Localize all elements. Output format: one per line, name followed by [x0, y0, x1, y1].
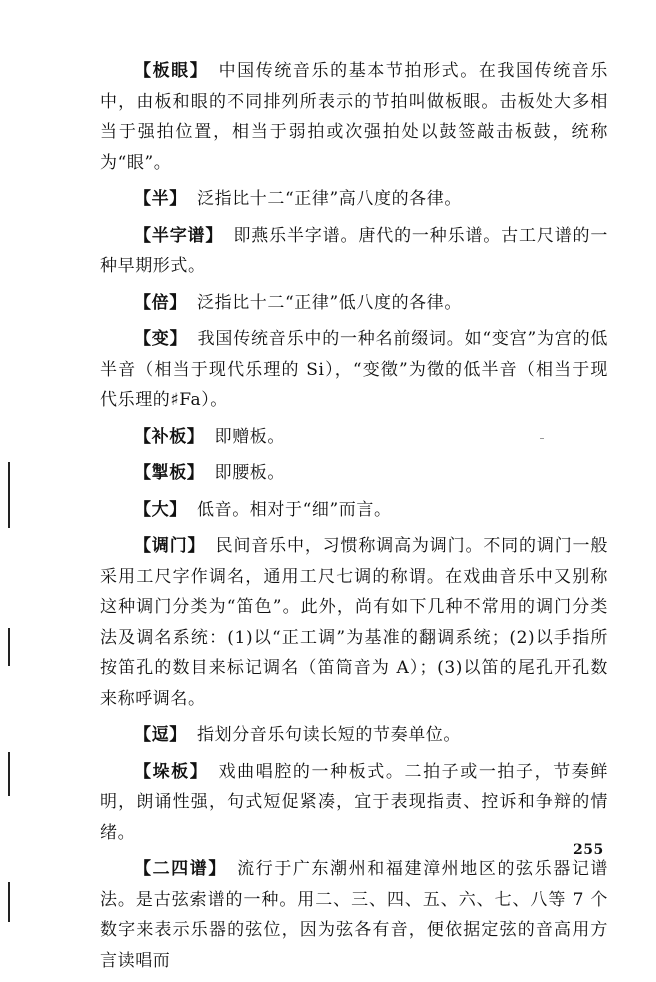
- entry: [100, 324, 608, 416]
- entry-definition: 民间音乐中，习惯称调高为调门。不同的调门一般采用工尺字作调名，通用工尺七调的称谓。在戏曲音乐中又别称这种调门分类为“笛色”。此外，尚有如下几种不常用的调门分类法及调名系统：(1)以“正工调”为基准的翻调系统；(2)以手指所按笛孔的数目来标记调名（笛筒音为 A）；(3)以笛的尾孔开孔数来称呼调名。: [100, 536, 609, 709]
- entry-definition: 指划分音乐句读长短的节奏单位。: [197, 725, 461, 745]
- entry: [100, 854, 608, 976]
- entry-term: 【二四谱】: [134, 859, 227, 879]
- entry-term: 【变】: [134, 329, 188, 349]
- entry-definition: 中国传统音乐的基本节拍形式。在我国传统音乐中，由板和眼的不同排列所表示的节拍叫做板眼。击板处大多相当于强拍位置，相当于弱拍或次强拍处以鼓签敲击板鼓，统称为“眼”。: [100, 61, 608, 173]
- entry: [100, 757, 608, 849]
- entry-term: 【补板】: [134, 426, 205, 447]
- dictionary-text: [100, 56, 608, 982]
- entry: [100, 495, 608, 526]
- margin-mark: [8, 882, 10, 922]
- entry: [100, 531, 608, 714]
- entry-definition: 泛指比十二“正律”低八度的各律。: [197, 292, 462, 313]
- entry-definition: 流行于广东潮州和福建漳州地区的弦乐器记谱法。是古弦索谱的一种。用二、三、四、五、六、七、八等 7 个数字来表示乐器的弦位，因为弦各有音，便依据定弦的音高用方言读唱而: [100, 859, 609, 971]
- margin-mark: [8, 752, 10, 796]
- entry: [100, 184, 608, 215]
- margin-mark: [8, 462, 10, 528]
- margin-mark: [8, 628, 10, 666]
- entry-definition: 即腰板。: [214, 463, 285, 483]
- page-number: 255: [573, 842, 604, 858]
- entry: [100, 720, 608, 751]
- entry-definition: 低音。相对于“细”而言。: [197, 499, 392, 520]
- entry-term: 【调门】: [134, 536, 206, 556]
- entry: [100, 458, 608, 489]
- entry-definition: 戏曲唱腔的一种板式。二拍子或一拍子，节奏鲜明，朗诵性强，句式短促紧凑，宜于表现指责、控诉和争辩的情绪。: [100, 761, 608, 843]
- entry: [100, 56, 608, 178]
- entry-term: 【垛板】: [134, 761, 209, 782]
- entry-term: 【半字谱】: [134, 225, 224, 246]
- entry-term: 【倍】: [134, 292, 187, 313]
- entry-term: 【掣板】: [134, 463, 205, 483]
- entry-definition: 即燕乐半字谱。唐代的一种乐谱。古工尺谱的一种早期形式。: [100, 225, 608, 276]
- entry: [100, 288, 608, 319]
- entry-term: 【板眼】: [134, 61, 209, 81]
- entry-definition: 即赠板。: [214, 426, 285, 447]
- entry-definition: 泛指比十二“正律”高八度的各律。: [197, 189, 462, 209]
- entry: [100, 422, 608, 453]
- entry-definition: 我国传统音乐中的一种名前缀词。如“变宫”为宫的低半音（相当于现代乐理的 Si），“变徵”为徵的低半音（相当于现代乐理的♯Fa）。: [100, 329, 608, 410]
- entry-term: 【半】: [134, 189, 187, 209]
- entry-term: 【大】: [134, 499, 187, 520]
- entry: [100, 221, 608, 282]
- entry-term: 【逗】: [134, 725, 187, 745]
